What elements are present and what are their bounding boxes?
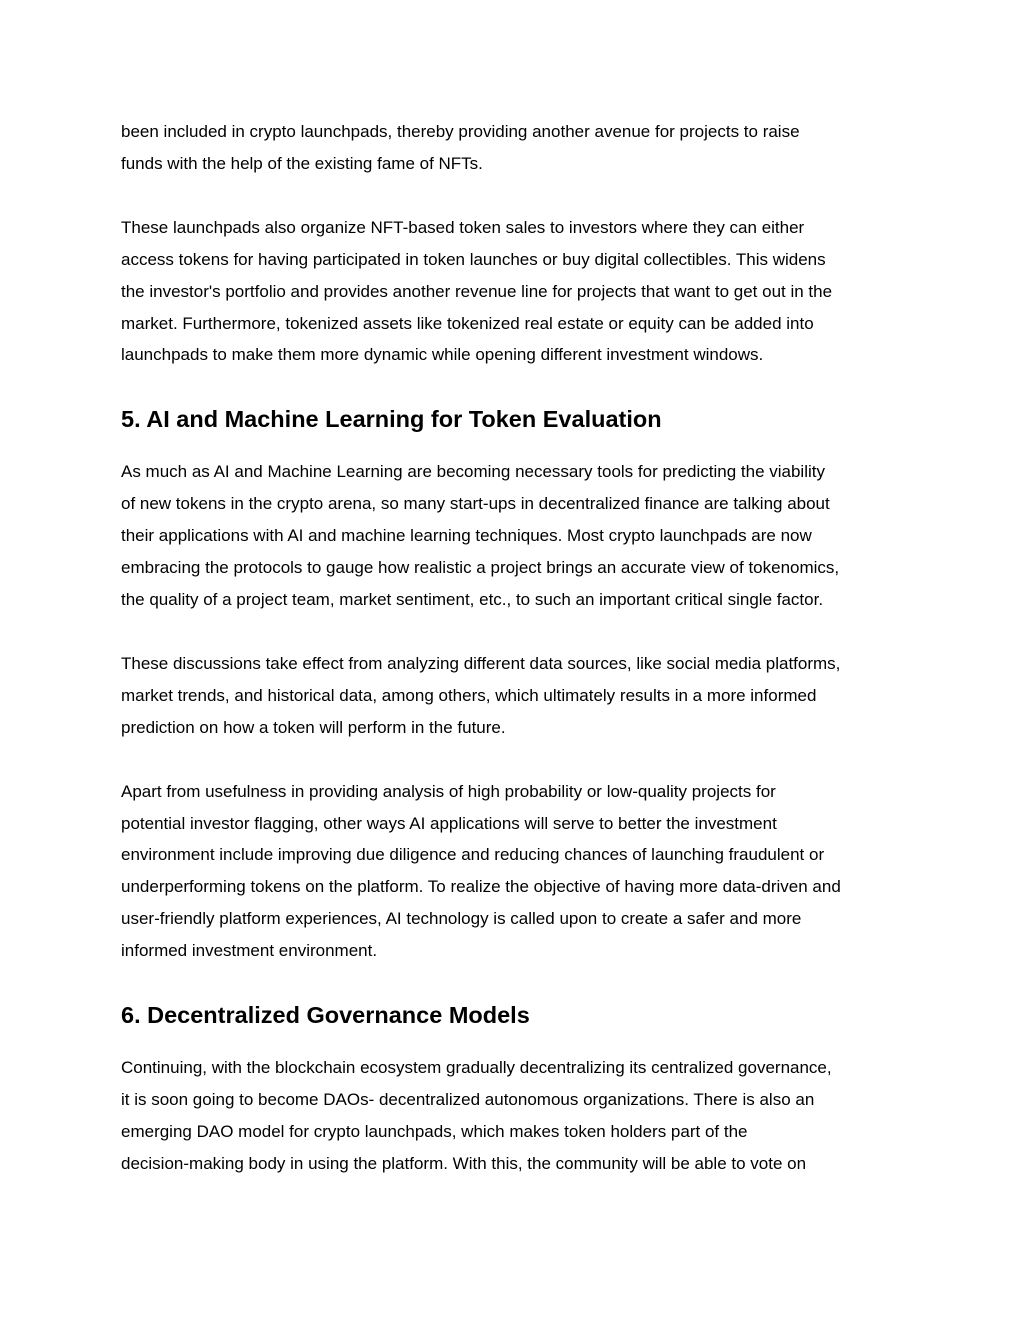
text-line: potential investor flagging, other ways AI applications will serve to better the investment xyxy=(121,813,777,833)
text-line: of new tokens in the crypto arena, so many start-ups in decentralized finance are talking about xyxy=(121,494,830,514)
text-line: These discussions take effect from analyzing different data sources, like social media platforms, xyxy=(121,653,841,673)
text-line: market. Furthermore, tokenized assets like tokenized real estate or equity can be added into xyxy=(121,313,814,333)
text-line: access tokens for having participated in token launches or buy digital collectibles. This widens xyxy=(121,249,826,269)
paragraph-nft-launchpads xyxy=(121,116,911,180)
text-line: the quality of a project team, market sentiment, etc., to such an important critical single factor. xyxy=(121,589,824,609)
text-line: environment include improving due diligence and reducing chances of launching fraudulent or xyxy=(121,845,825,865)
text-line: informed investment environment. xyxy=(121,941,378,961)
paragraph-gap xyxy=(121,744,911,776)
text-line: funds with the help of the existing fame of NFTs. xyxy=(121,153,483,173)
text-line: been included in crypto launchpads, thereby providing another avenue for projects to raise xyxy=(121,122,800,141)
paragraph-ai-investment-environment xyxy=(121,776,911,967)
text-line: launchpads to make them more dynamic while opening different investment windows. xyxy=(121,345,764,365)
paragraph-ai-ml-tools xyxy=(121,456,911,616)
section-heading-ai-ml: 5. AI and Machine Learning for Token Evaluation xyxy=(121,406,662,433)
text-line: These launchpads also organize NFT-based token sales to investors where they can either xyxy=(121,217,805,237)
text-line: As much as AI and Machine Learning are becoming necessary tools for predicting the viability xyxy=(121,462,825,482)
text-line: market trends, and historical data, among others, which ultimately results in a more informed xyxy=(121,685,817,705)
paragraph-nft-token-sales xyxy=(121,212,911,372)
text-line: the investor's portfolio and provides another revenue line for projects that want to get out in the xyxy=(121,281,833,301)
text-line: emerging DAO model for crypto launchpads, which makes token holders part of the xyxy=(121,1121,748,1141)
text-line: user-friendly platform experiences, AI technology is called upon to create a safer and more xyxy=(121,909,802,929)
text-line: embracing the protocols to gauge how realistic a project brings an accurate view of tokenomics, xyxy=(121,558,840,578)
section-heading-governance: 6. Decentralized Governance Models xyxy=(121,1002,530,1029)
paragraph-gap xyxy=(121,616,911,648)
paragraph-gap xyxy=(121,180,911,212)
text-line: Continuing, with the blockchain ecosystem gradually decentralizing its centralized governance, xyxy=(121,1058,832,1078)
text-line: decision-making body in using the platform. With this, the community will be able to vote on xyxy=(121,1153,807,1173)
document-body xyxy=(121,116,911,1180)
text-line: underperforming tokens on the platform. To realize the objective of having more data-driven and xyxy=(121,877,841,897)
paragraph-dao-governance xyxy=(121,1052,911,1180)
text-line: their applications with AI and machine learning techniques. Most crypto launchpads are now xyxy=(121,526,812,546)
text-line: it is soon going to become DAOs- decentralized autonomous organizations. There is also an xyxy=(121,1089,815,1109)
paragraph-data-sources xyxy=(121,648,911,744)
text-line: prediction on how a token will perform in the future. xyxy=(121,717,506,737)
text-line: Apart from usefulness in providing analysis of high probability or low-quality projects for xyxy=(121,781,776,801)
